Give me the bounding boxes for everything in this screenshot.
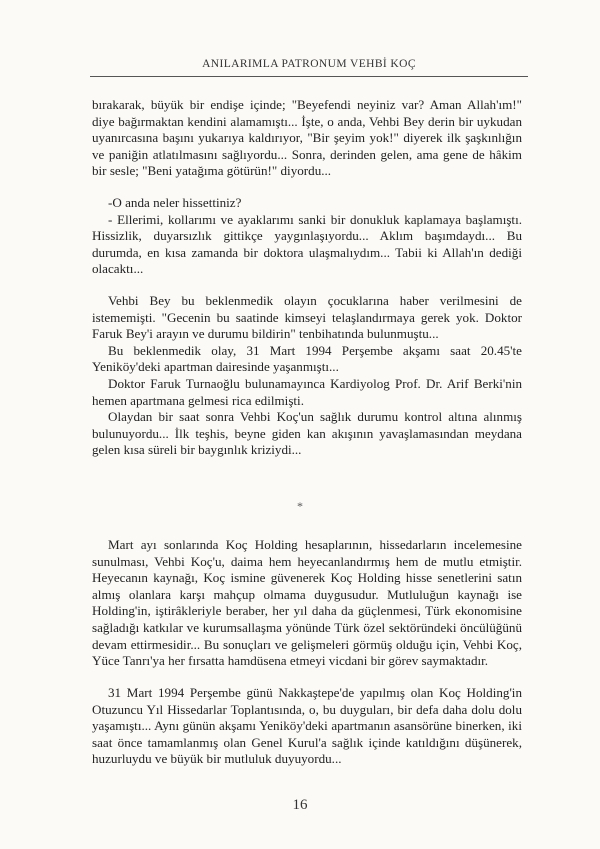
- text-block-1: [92, 97, 522, 180]
- paragraph: Vehbi Bey bu beklenmedik olayın çocuklarına haber verilmesini de istememişti. "Gecenin bu saatinde kimseyi telaşlandırmaya gerek yok. Doktor Faruk Bey'i arayın ve durumu bildirin" tenbihatında bulunmuştu...: [92, 293, 522, 342]
- text-block-5: [92, 685, 522, 768]
- running-title: ANILARIMLA PATRONUM VEHBİ KOÇ: [202, 58, 416, 70]
- paragraph: bırakarak, büyük bir endişe içinde; "Beyefendi neyiniz var? Aman Allah'ım!" diye bağırmaktan kendini alamamıştı... İşte, o anda, Vehbi Bey derin bir uykudan uyanırcasına başını yukarıya kaldırıyor, "Bir şeyim yok!" diyerek ilk şaşkınlığın ve paniğin atlatılmasını sağlıyordu... Sonra, derinden gelen, ama gene de hâkim bir sesle; "Beni yatağıma götürün!" diyordu...: [92, 97, 522, 179]
- paragraph: -O anda neler hissettiniz?: [108, 195, 242, 210]
- section-separator: *: [297, 499, 303, 513]
- paragraph: 31 Mart 1994 Perşembe günü Nakkaştepe'de yapılmış olan Koç Holding'in Otuzuncu Yıl Hissedarlar Toplantısında, o, bu duyguları, bir defa daha dolu dolu yaşamıştı... Aynı günün akşamı Yeniköy'deki apartmanın asansörüne binerken, iki saat önce tamamlanmış olan Genel Kurul'a sağlık içinde katıldığını düşünerek, huzurluydu ve büyük bir mutluluk duyuyordu...: [92, 685, 522, 767]
- paragraph: - Ellerimi, kollarımı ve ayaklarımı sanki bir donukluk kaplamaya başlamıştı. Hissizlik, duyarsızlık gittikçe yaygınlaşıyordu... Aklım başımdaydı... Bu durumda, en kısa zamanda bir doktora ulaşmalıydım... Tabii ki Allah'ın dediği olacaktı...: [92, 211, 522, 277]
- paragraph: Mart ayı sonlarında Koç Holding hesaplarının, hissedarların incelemesine sunulması, Vehbi Koç'u, daima hem heyecanlandırmış hem de mutlu etmiştir. Heyecanın kaynağı, Koç ismine güvenerek Koç Holding hisse senetlerini satın almış olanlara karşı mahçup olmama duygusudur. Mutluluğun kaynağı ise Holding'in, iştirâkleriyle beraber, her yıl daha da güçlenmesi, Türk ekonomisine sağladığı katkılar ve kurumsallaşma yönünde Türk özel sektöründeki öncülüğünü devam ettirmesidir... Bu sonuçları ve gelişmeleri görmüş olduğu için, Vehbi Koç, Yüce Tanrı'ya her fırsatta hamdüsena etmeyi vicdani bir görev saymaktadır.: [92, 537, 522, 669]
- text-block-2: [92, 195, 522, 278]
- header-rule: [90, 76, 528, 77]
- paragraph: Bu beklenmedik olay, 31 Mart 1994 Perşembe akşamı saat 20.45'te Yeniköy'deki apartman dairesinde yaşanmıştı...: [92, 342, 522, 375]
- text-block-3: [92, 293, 522, 459]
- paragraph: Olaydan bir saat sonra Vehbi Koç'un sağlık durumu kontrol altına alınmış bulunuyordu... İlk teşhis, beyne giden kan akışının yavaşlamasından meydana gelen kısa süreli bir baygınlık kriziydi...: [92, 409, 522, 458]
- paragraph: Doktor Faruk Turnaoğlu bulunamayınca Kardiyolog Prof. Dr. Arif Berki'nin hemen apartmana gelmesi rica edilmişti.: [92, 375, 522, 408]
- text-block-4: [92, 537, 522, 670]
- page-number: 16: [292, 797, 308, 813]
